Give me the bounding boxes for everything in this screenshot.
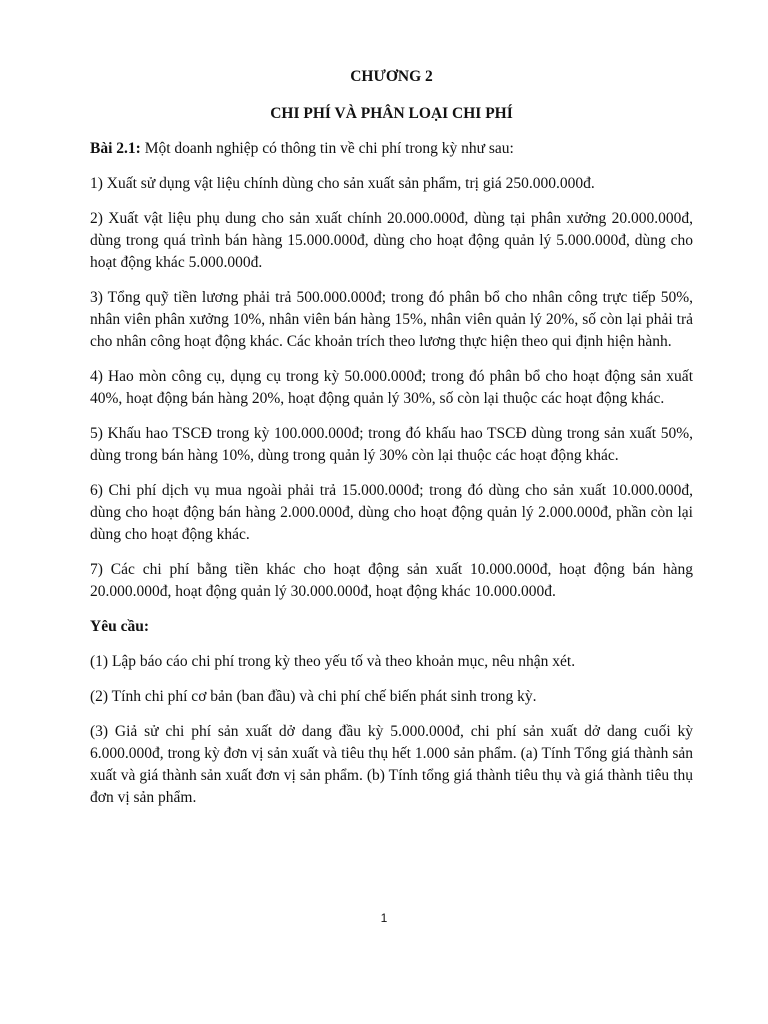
exercise-item-6: 6) Chi phí dịch vụ mua ngoài phải trả 15.000.000đ; trong đó dùng cho sản xuất 10.000.000đ, dùng cho hoạt động bán hàng 2.000.000đ, dùng cho hoạt động quản lý 2.000.000đ, phần còn lại dùng cho hoạt động khác.	[90, 482, 693, 543]
chapter-title: CHI PHÍ VÀ PHÂN LOẠI CHI PHÍ	[270, 105, 513, 122]
exercise-item-4: 4) Hao mòn công cụ, dụng cụ trong kỳ 50.000.000đ; trong đó phân bổ cho hoạt động sản xuất 40%, hoạt động bán hàng 20%, hoạt động quản lý 30%, số còn lại thuộc các hoạt động khác.	[90, 368, 693, 407]
exercise-item-5: 5) Khấu hao TSCĐ trong kỳ 100.000.000đ; trong đó khấu hao TSCĐ dùng trong sản xuất 50%, dùng trong bán hàng 10%, dùng trong quản lý 30% còn lại thuộc các hoạt động khác.	[90, 425, 693, 464]
requirement-2: (2) Tính chi phí cơ bản (ban đầu) và chi phí chế biến phát sinh trong kỳ.	[90, 688, 537, 705]
page-content	[90, 66, 693, 809]
exercise-item-3: 3) Tổng quỹ tiền lương phải trả 500.000.000đ; trong đó phân bổ cho nhân công trực tiếp 50%, nhân viên phân xưởng 10%, nhân viên bán hàng 15%, nhân viên quản lý 20%, số còn lại phải trả cho nhân công hoạt động khác. Các khoản trích theo lương thực hiện theo qui định hiện hành.	[90, 289, 693, 350]
exercise-intro	[90, 138, 693, 160]
exercise-intro-text: Một doanh nghiệp có thông tin về chi phí trong kỳ như sau:	[140, 140, 514, 157]
requirement-3: (3) Giả sử chi phí sản xuất dở dang đầu kỳ 5.000.000đ, chi phí sản xuất dở dang cuối kỳ 6.000.000đ, trong kỳ đơn vị sản xuất và tiêu thụ hết 1.000 sản phẩm. (a) Tính Tổng giá thành sản xuất và giá thành sản xuất đơn vị sản phẩm. (b) Tính tổng giá thành tiêu thụ và giá thành tiêu thụ đơn vị sản phẩm.	[90, 723, 693, 806]
requirements-heading: Yêu cầu:	[90, 618, 149, 635]
exercise-item-7: 7) Các chi phí bằng tiền khác cho hoạt động sản xuất 10.000.000đ, hoạt động bán hàng 20.000.000đ, hoạt động quản lý 30.000.000đ, hoạt động khác 10.000.000đ.	[90, 561, 693, 600]
chapter-heading: CHƯƠNG 2	[350, 68, 433, 85]
exercise-item-1: 1) Xuất sử dụng vật liệu chính dùng cho sản xuất sản phẩm, trị giá 250.000.000đ.	[90, 175, 595, 192]
requirement-1: (1) Lập báo cáo chi phí trong kỳ theo yếu tố và theo khoản mục, nêu nhận xét.	[90, 653, 576, 670]
exercise-label: Bài 2.1:	[90, 140, 141, 157]
page-number: 1	[380, 911, 388, 925]
exercise-item-2: 2) Xuất vật liệu phụ dung cho sản xuất chính 20.000.000đ, dùng tại phân xưởng 20.000.000đ, dùng trong quá trình bán hàng 15.000.000đ, dùng cho hoạt động quản lý 5.000.000đ, dùng cho hoạt động khác 5.000.000đ.	[90, 210, 693, 271]
